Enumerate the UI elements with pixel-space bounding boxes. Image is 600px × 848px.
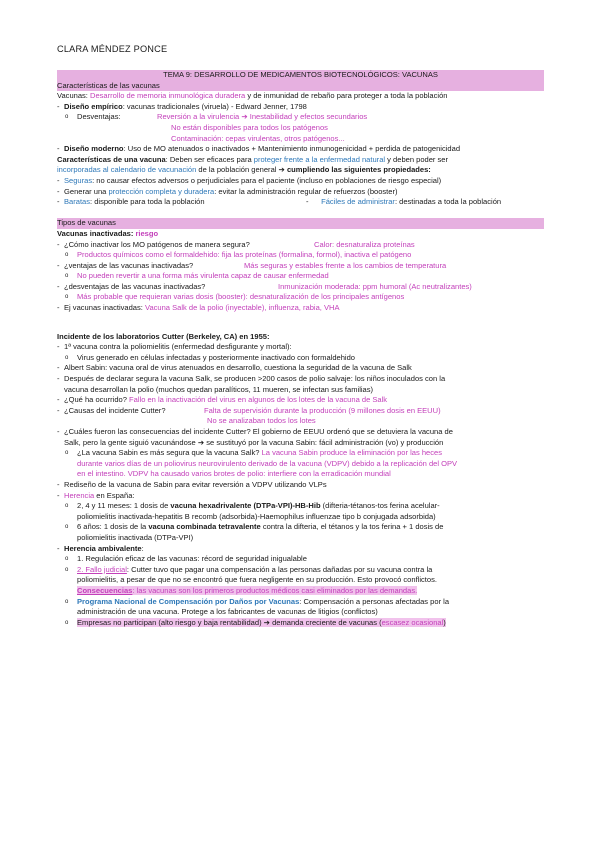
list-item-continued: poliomielitis inactivada-hepatitis B recomb (adsorbida)-Haemophilus influenzae tipo b conjugada adsorbida) <box>77 511 436 521</box>
list-item: - Ej vacunas inactivadas: Vacuna Salk de la polio (inyectable), influenza, rabia, VHA <box>57 303 340 313</box>
list-item: o 2. Fallo judicial: Cutter tuvo que pagar una compensación a las personas dañadas por su vacuna contra la <box>65 564 433 574</box>
list-item: - Generar una protección completa y duradera: evitar la administración regular de refuerzos (booster) <box>57 186 398 196</box>
page-title: TEMA 9: DESARROLLO DE MEDICAMENTOS BIOTECNOLÓGICOS: VACUNAS <box>57 70 544 81</box>
paragraph-line: incorporadas al calendario de vacunación de la población general ➔ cumpliendo las siguientes propiedades: <box>57 165 431 175</box>
list-item-continued: Consecuencias: las vacunas son los primeros productos médicos casi eliminados por las demandas. <box>77 585 418 595</box>
list-item: o Virus generado en células infectadas y posteriormente inactivado con formaldehido <box>65 352 356 362</box>
list-item-continued: durante varios días de un poliovirus neurovirulento derivado de la vacuna (VDPV) debido a la replicación del OPV <box>77 458 458 468</box>
list-item: o Programa Nacional de Compensación por Daños por Vacunas: Compensación a personas afectadas por la <box>65 596 450 606</box>
list-item-continued: administración de una vacuna. Protege a los fabricantes de vacunas de litigios (conflictos) <box>77 607 378 617</box>
list-item: - Herencia en España: <box>57 490 135 500</box>
list-item: - ¿Causas del incidente Cutter? Falta de supervisión durante la producción (9 millones dosis en EEUU) <box>57 405 441 415</box>
list-item: No están disponibles para todos los patógenos <box>171 122 328 132</box>
list-item: - ¿Cuáles fueron las consecuencias del incidente Cutter? El gobierno de EEUU ordenó que se detuviera la vacuna de <box>57 427 453 436</box>
list-item: - Diseño moderno: Uso de MO atenuados o inactivados + Mantenimiento inmunogenicidad + perdida de patogenicidad <box>57 144 461 154</box>
list-item-continued: vacuna desarrollan la polio (muchos quedan paralíticos, 11 mueren, se infectan sus familias) <box>64 384 374 394</box>
list-item: o 1. Regulación eficaz de las vacunas: récord de seguridad inigualable <box>65 554 307 564</box>
list-item: Contaminación: cepas virulentas, otros patógenos... <box>171 133 345 143</box>
list-item: - Después de declarar segura la vacuna Salk, se producen >200 casos de polio salvaje: los niños inoculados con la <box>57 374 446 384</box>
list-item: o No pueden revertir a una forma más virulenta capaz de causar enfermedad <box>65 271 329 281</box>
list-item: - Herencia ambivalente: <box>57 543 144 553</box>
list-item: o 2, 4 y 11 meses: 1 dosis de vacuna hexadrivalente (DTPa-VPI)-HB-Hib (difteria-tétanos-tos ferina acelular- <box>65 501 440 511</box>
vacunas-definition: Vacunas: Desarrollo de memoria inmunológica duradera y de inmunidad de rebaño para proteger a toda la población <box>57 91 448 101</box>
author-name: CLARA MÉNDEZ PONCE <box>57 44 168 54</box>
list-item: - ¿Qué ha ocurrido? Fallo en la inactivación del virus en algunos de los lotes de la vacuna de Salk <box>57 395 388 405</box>
list-item-continued: en el intestino. VDPV ha causado varios brotes de polio: interfiere con la erradicación mundial <box>77 469 391 479</box>
section-heading-tipos: Tipos de vacunas <box>57 218 544 229</box>
subheading-cutter: Incidente de los laboratorios Cutter (Berkeley, CA) en 1955: <box>57 331 270 341</box>
list-item: - 1ª vacuna contra la poliomielitis (enfermedad desfigurante y mortal): <box>57 342 292 352</box>
list-item-continued: poliomielitis inactivada (DTPa-VPI) <box>77 532 194 542</box>
list-item: - Albert Sabin: vacuna oral de virus atenuados en desarrollo, cuestiona la seguridad de la vacuna de Salk <box>57 363 412 373</box>
list-item: o Empresas no participan (alto riesgo y baja rentabilidad) ➔ demanda creciente de vacunas (escasez ocasional) <box>65 617 446 627</box>
list-item: o ¿La vacuna Sabin es más segura que la vacuna Salk? La vacuna Sabin produce la eliminación por las heces <box>65 448 442 458</box>
list-item: - ¿ventajas de las vacunas inactivadas? Más seguras y estables frente a los cambios de temperatura <box>57 260 447 270</box>
list-item-continued: Salk, pero la gente siguió vacunándose ➔ se sustituyó por la vacuna Sabin: fácil administración (vo) y producción <box>64 437 444 447</box>
list-item: o 6 años: 1 dosis de la vacuna combinada tetravalente contra la difteria, el tétanos y la tos ferina + 1 dosis de <box>65 522 444 532</box>
paragraph-line: Características de una vacuna: Deben ser eficaces para proteger frente a la enfermedad natural y deben poder ser <box>57 154 449 164</box>
list-item: - ¿Cómo inactivar los MO patógenos de manera segura? Calor: desnaturaliza proteínas <box>57 239 415 249</box>
list-item: - Diseño empírico: vacunas tradicionales (viruela) - Edward Jenner, 1798 <box>57 101 307 111</box>
list-item: o Más probable que requieran varias dosis (booster): desnaturalización de los principales antígenos <box>65 292 405 302</box>
subheading: Vacunas inactivadas: riesgo <box>57 228 159 238</box>
section-heading-caracteristicas: Características de las vacunas <box>57 81 544 92</box>
list-item: - Seguras: no causar efectos adversos o perjudiciales para el paciente (incluso en poblaciones de riesgo especial) <box>57 175 442 185</box>
list-item: No se analizaban todos los lotes <box>207 416 316 426</box>
list-item: - Baratas: disponible para toda la población - Fáciles de administrar: destinadas a toda la población <box>57 197 502 207</box>
list-item: - Rediseño de la vacuna de Sabin para evitar reversión a VDPV utilizando VLPs <box>57 479 327 489</box>
list-item: o Desventajas: Reversión a la virulencia ➔ Inestabilidad y efectos secundarios <box>65 112 368 122</box>
document-body <box>57 70 544 628</box>
list-item-continued: poliomielitis, a pesar de que no se encontró que fuera negligente en su producción. Esto provocó conflictos. <box>77 575 437 585</box>
list-item: o Productos químicos como el formaldehido: fija las proteínas (formalina, formol), inactiva el patógeno <box>65 250 412 260</box>
list-item: - ¿desventajas de las vacunas inactivadas? Inmunización moderada: ppm humoral (Ac neutralizantes) <box>57 281 472 291</box>
